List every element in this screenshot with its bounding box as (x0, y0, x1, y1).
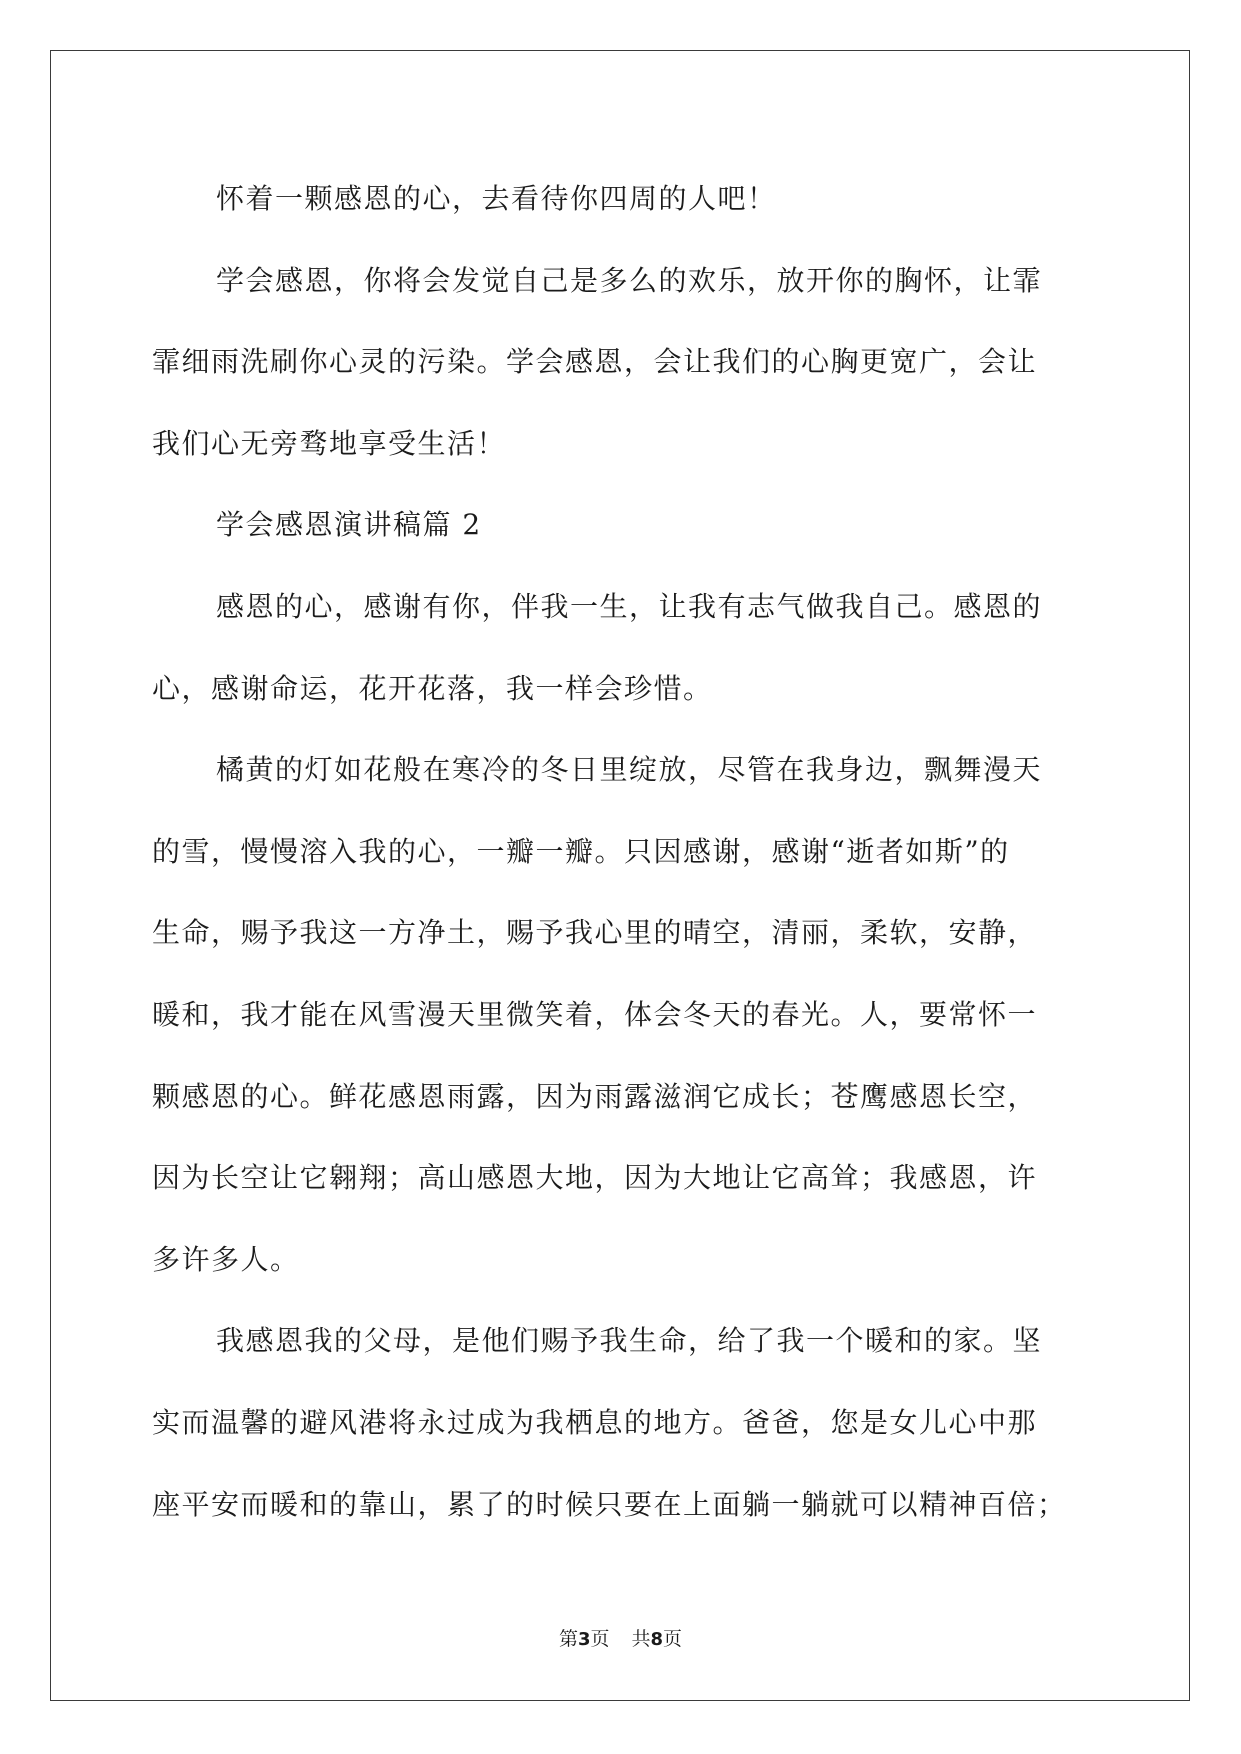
footer-page-prefix: 第 (558, 1628, 578, 1650)
paragraph-parents: 我感恩我的父母，是他们赐予我生命，给了我一个暖和的家。坚 实而温馨的避风港将永过成为我栖息的地方。爸爸，您是女儿心中那 座平安而暖和的靠山，累了的时候只要在上面躺一躺就可以精神百倍； (152, 1324, 1067, 1521)
footer-page-current: 3 (577, 1629, 591, 1650)
document-body (152, 158, 1084, 1545)
footer-total-suffix: 页 (663, 1628, 683, 1650)
footer-total-prefix: 共 (631, 1628, 651, 1650)
paragraph-grateful-heart: 感恩的心，感谢有你，伴我一生，让我有志气做我自己。感恩的 心，感谢命运，花开花落，我一样会珍惜。 (152, 589, 1043, 705)
footer-page-suffix: 页 (590, 1628, 610, 1650)
section-heading: 学会感恩演讲稿篇 2 (216, 508, 482, 542)
page-footer (0, 1624, 1241, 1651)
paragraph-orange-light: 橘黄的灯如花般在寒冷的冬日里绽放，尽管在我身边，飘舞漫天 的雪，慢慢溶入我的心，一瓣一瓣。只因感谢，感谢“逝者如斯”的 生命，赐予我这一方净土，赐予我心里的晴空，清丽，柔软，安静， 暖和，我才能在风雪漫天里微笑着，体会冬天的春光。人，要常怀一 颗感恩的心。鲜花感恩雨露，因为雨露滋润它成长；苍鹰感恩长空， 因为长空让它翱翔；高山感恩大地，因为大地让它高耸；我感恩，许 多许多人。 (152, 753, 1043, 1276)
paragraph-closing-line: 怀着一颗感恩的心，去看待你四周的人吧！ (216, 182, 777, 215)
paragraph-learn-gratitude: 学会感恩，你将会发觉自己是多么的欢乐，放开你的胸怀，让霏 霏细雨洗刷你心灵的污染。学会感恩，会让我们的心胸更宽广，会让 我们心无旁骛地享受生活！ (152, 263, 1043, 460)
footer-page-total: 8 (650, 1629, 664, 1650)
